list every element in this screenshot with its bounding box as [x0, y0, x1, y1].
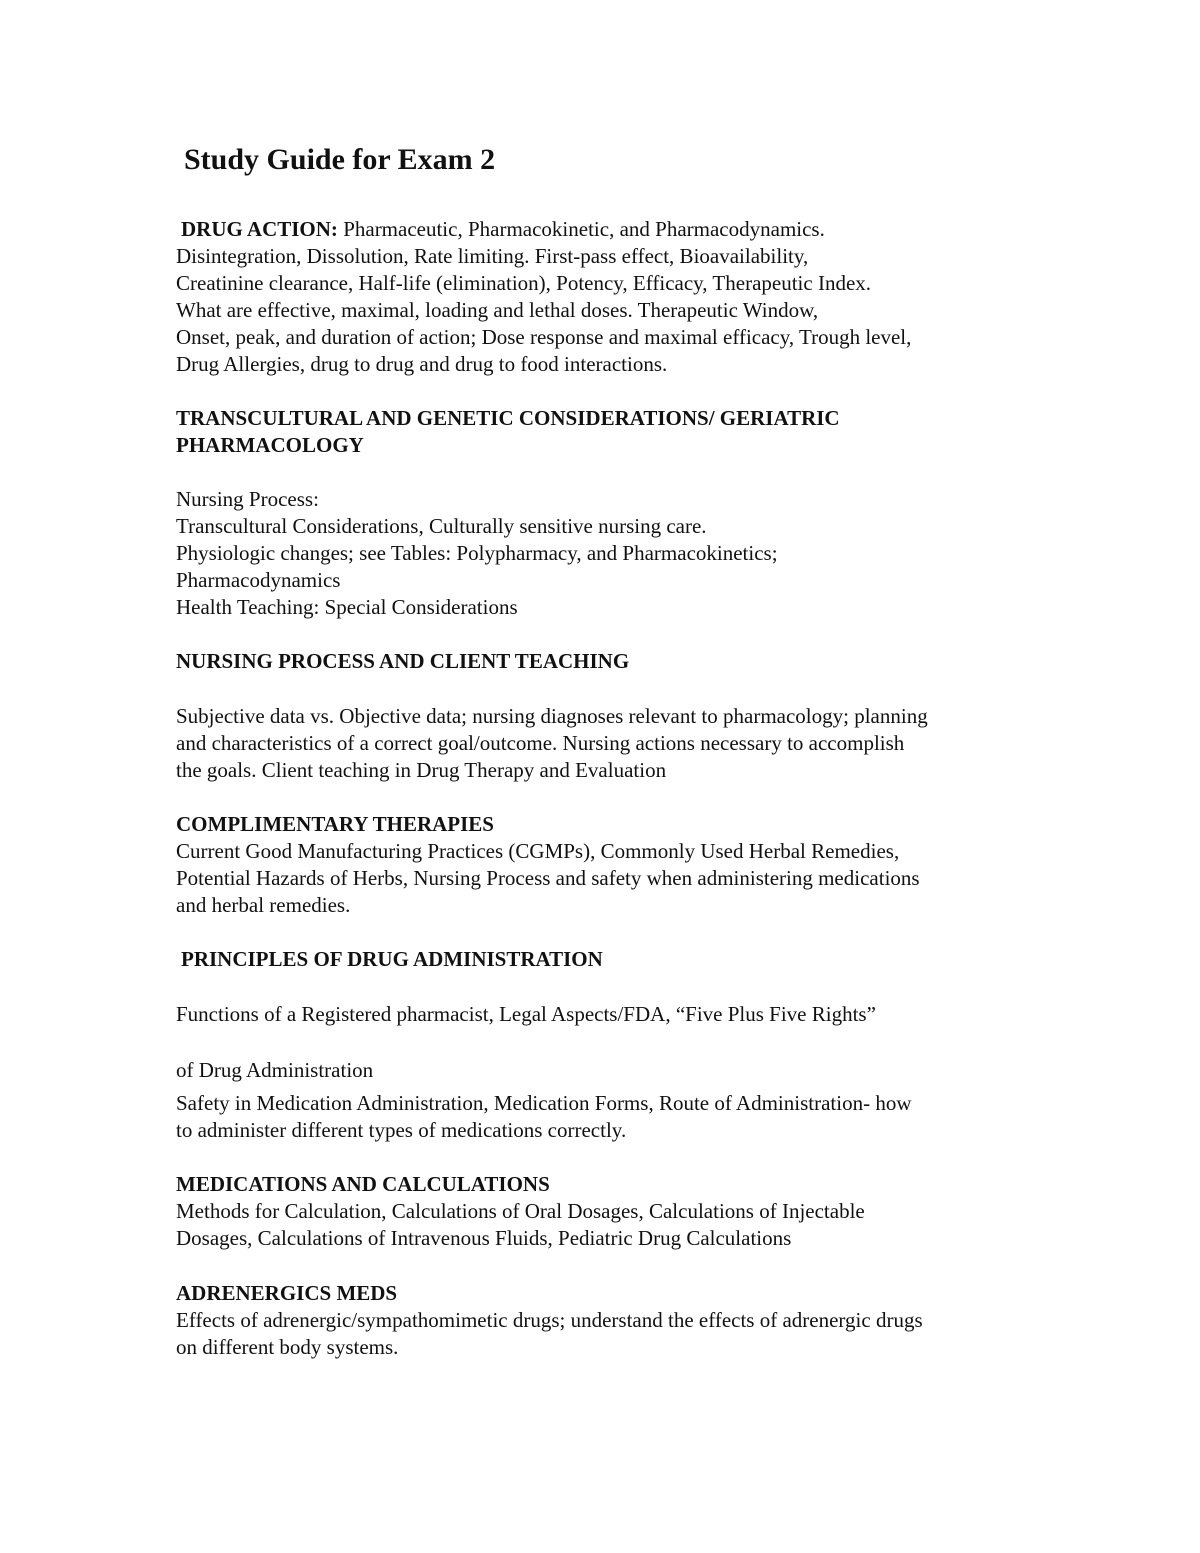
nursing-process-line-2: and characteristics of a correct goal/outcome. Nursing actions necessary to accomplish: [176, 731, 905, 755]
medications-heading: [176, 1171, 550, 1198]
transcultural-heading-1: [176, 405, 840, 432]
principles-line-4: to administer different types of medications correctly.: [176, 1118, 627, 1142]
drug-action-line-1: [181, 216, 825, 243]
transcultural-heading-2: [176, 432, 364, 459]
complimentary-line-3: and herbal remedies.: [176, 893, 351, 917]
principles-line-1: Functions of a Registered pharmacist, Legal Aspects/FDA, “Five Plus Five Rights”: [176, 1002, 876, 1026]
transcultural-line-4: Pharmacodynamics: [176, 568, 341, 592]
section-heading: NURSING PROCESS AND CLIENT TEACHING: [176, 649, 630, 673]
principles-heading: [181, 946, 603, 973]
principles-line-3: Safety in Medication Administration, Medication Forms, Route of Administration- how: [176, 1091, 912, 1115]
adrenergics-heading: [176, 1280, 397, 1307]
drug-action-text: Pharmaceutic, Pharmacokinetic, and Pharmacodynamics.: [337, 217, 825, 241]
drug-action-line-2: Disintegration, Dissolution, Rate limiting. First-pass effect, Bioavailability,: [176, 244, 809, 268]
transcultural-line-5: Health Teaching: Special Considerations: [176, 595, 518, 619]
adrenergics-line-1: Effects of adrenergic/sympathomimetic drugs; understand the effects of adrenergic drugs: [176, 1308, 923, 1332]
drug-action-heading: DRUG ACTION:: [181, 217, 338, 241]
nursing-process-line-3: the goals. Client teaching in Drug Therapy and Evaluation: [176, 758, 667, 782]
drug-action-line-4: What are effective, maximal, loading and lethal doses. Therapeutic Window,: [176, 298, 819, 322]
complimentary-heading: [176, 811, 494, 838]
transcultural-line-1: Nursing Process:: [176, 487, 319, 511]
transcultural-line-2: Transcultural Considerations, Culturally sensitive nursing care.: [176, 514, 707, 538]
section-heading: COMPLIMENTARY THERAPIES: [176, 812, 494, 836]
section-heading: MEDICATIONS AND CALCULATIONS: [176, 1172, 550, 1196]
drug-action-line-3: Creatinine clearance, Half-life (elimination), Potency, Efficacy, Therapeutic Index.: [176, 271, 872, 295]
section-heading: PHARMACOLOGY: [176, 433, 364, 457]
document-title: Study Guide for Exam 2: [184, 143, 496, 176]
complimentary-line-1: Current Good Manufacturing Practices (CGMPs), Commonly Used Herbal Remedies,: [176, 839, 900, 863]
section-heading: TRANSCULTURAL AND GENETIC CONSIDERATIONS/ GERIATRIC: [176, 406, 840, 430]
drug-action-line-5: Onset, peak, and duration of action; Dose response and maximal efficacy, Trough level,: [176, 325, 912, 349]
transcultural-line-3: Physiologic changes; see Tables: Polypharmacy, and Pharmacokinetics;: [176, 541, 778, 565]
medications-line-1: Methods for Calculation, Calculations of Oral Dosages, Calculations of Injectable: [176, 1199, 865, 1223]
nursing-process-line-1: Subjective data vs. Objective data; nursing diagnoses relevant to pharmacology; planning: [176, 704, 928, 728]
section-heading: ADRENERGICS MEDS: [176, 1281, 398, 1305]
complimentary-line-2: Potential Hazards of Herbs, Nursing Process and safety when administering medications: [176, 866, 920, 890]
principles-line-2: of Drug Administration: [176, 1058, 374, 1082]
drug-action-line-6: Drug Allergies, drug to drug and drug to food interactions.: [176, 352, 668, 376]
section-heading: PRINCIPLES OF DRUG ADMINISTRATION: [181, 947, 603, 971]
medications-line-2: Dosages, Calculations of Intravenous Fluids, Pediatric Drug Calculations: [176, 1226, 792, 1250]
nursing-process-heading: [176, 648, 629, 675]
adrenergics-line-2: on different body systems.: [176, 1335, 399, 1359]
